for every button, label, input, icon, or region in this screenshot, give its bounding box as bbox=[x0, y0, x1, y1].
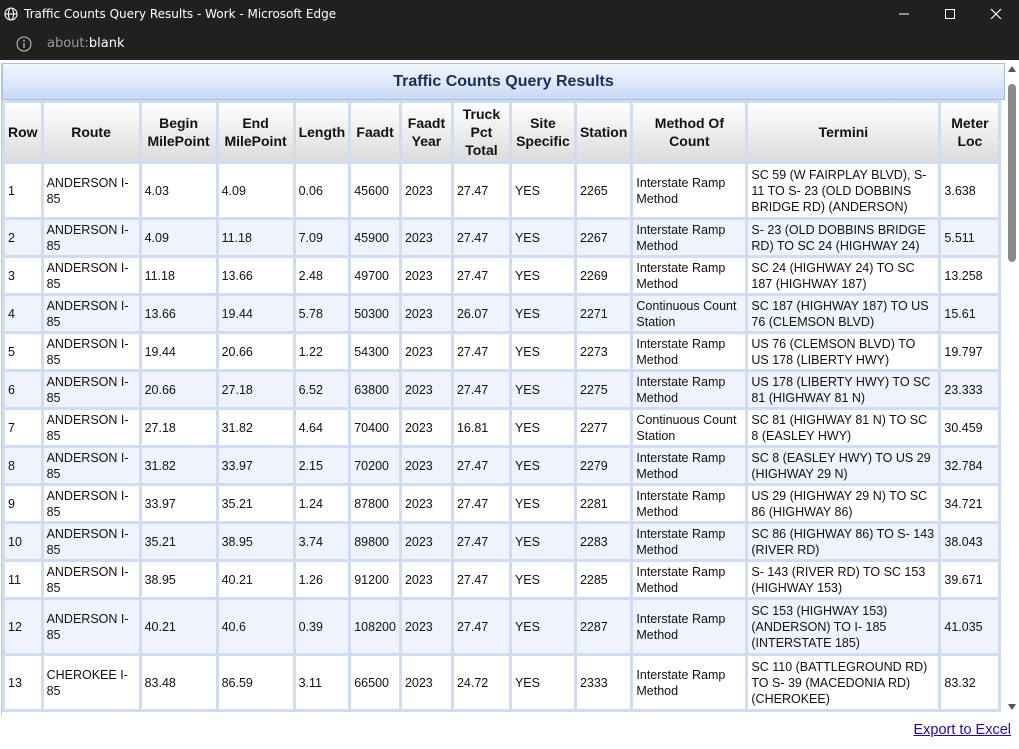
table-cell: 2279 bbox=[577, 448, 630, 483]
column-header: Method Of Count bbox=[633, 103, 745, 161]
table-cell: 40.6 bbox=[219, 600, 293, 653]
table-row[interactable] bbox=[5, 164, 998, 217]
url-path: blank bbox=[88, 36, 125, 51]
table-cell: 27.18 bbox=[142, 410, 216, 445]
table-cell: US 76 (CLEMSON BLVD) TO US 178 (LIBERTY HWY) bbox=[748, 334, 938, 369]
table-cell: 26.07 bbox=[454, 296, 509, 331]
table-cell: ANDERSON I- 85 bbox=[44, 486, 139, 521]
minimize-icon[interactable] bbox=[881, 0, 927, 27]
table-cell: 7.09 bbox=[296, 220, 349, 255]
table-cell: 63800 bbox=[351, 372, 399, 407]
table-cell: 27.47 bbox=[454, 562, 509, 597]
table-cell: ANDERSON I- 85 bbox=[44, 334, 139, 369]
scroll-up-icon[interactable] bbox=[1008, 66, 1016, 72]
table-cell: Interstate Ramp Method bbox=[633, 258, 745, 293]
table-cell: Interstate Ramp Method bbox=[633, 562, 745, 597]
table-cell: 34.721 bbox=[941, 486, 998, 521]
table-cell: 2283 bbox=[577, 524, 630, 559]
table-cell: ANDERSON I- 85 bbox=[44, 600, 139, 653]
table-cell: YES bbox=[512, 600, 574, 653]
table-cell: 3.74 bbox=[296, 524, 349, 559]
table-cell: 2287 bbox=[577, 600, 630, 653]
table-cell: 27.47 bbox=[454, 448, 509, 483]
table-cell: 19.44 bbox=[219, 296, 293, 331]
table-cell: ANDERSON I- 85 bbox=[44, 448, 139, 483]
table-row[interactable] bbox=[5, 600, 998, 653]
table-cell: 87800 bbox=[351, 486, 399, 521]
table-cell: 30.459 bbox=[941, 410, 998, 445]
table-cell: 2.48 bbox=[296, 258, 349, 293]
table-cell: Interstate Ramp Method bbox=[633, 486, 745, 521]
table-cell: 4.03 bbox=[142, 164, 216, 217]
table-row[interactable] bbox=[5, 524, 998, 559]
table-cell: 35.21 bbox=[142, 524, 216, 559]
table-cell: Interstate Ramp Method bbox=[633, 600, 745, 653]
column-header: End MilePoint bbox=[219, 103, 293, 161]
table-row[interactable] bbox=[5, 656, 998, 709]
table-cell: 20.66 bbox=[142, 372, 216, 407]
table-cell: 2333 bbox=[577, 656, 630, 709]
table-cell: 11 bbox=[5, 562, 41, 597]
table-cell: 2023 bbox=[402, 410, 451, 445]
table-cell: 66500 bbox=[351, 656, 399, 709]
column-header: Faadt bbox=[351, 103, 399, 161]
table-cell: 6.52 bbox=[296, 372, 349, 407]
table-cell: 13.66 bbox=[219, 258, 293, 293]
table-cell: 2023 bbox=[402, 164, 451, 217]
table-cell: 54300 bbox=[351, 334, 399, 369]
scroll-down-icon[interactable] bbox=[1008, 704, 1016, 710]
table-cell: 27.47 bbox=[454, 220, 509, 255]
table-cell: 13.66 bbox=[142, 296, 216, 331]
table-cell: 2023 bbox=[402, 656, 451, 709]
table-row[interactable] bbox=[5, 486, 998, 521]
table-cell: 6 bbox=[5, 372, 41, 407]
table-cell: ANDERSON I- 85 bbox=[44, 220, 139, 255]
table-cell: 33.97 bbox=[142, 486, 216, 521]
column-header: Begin MilePoint bbox=[142, 103, 216, 161]
table-cell: 19.44 bbox=[142, 334, 216, 369]
table-cell: 1 bbox=[5, 164, 41, 217]
table-cell: Continuous Count Station bbox=[633, 296, 745, 331]
table-cell: 2271 bbox=[577, 296, 630, 331]
table-cell: 27.47 bbox=[454, 372, 509, 407]
table-cell: YES bbox=[512, 486, 574, 521]
table-cell: Continuous Count Station bbox=[633, 410, 745, 445]
scroll-thumb[interactable] bbox=[1008, 84, 1016, 262]
column-header: Row bbox=[5, 103, 41, 161]
table-cell: 27.18 bbox=[219, 372, 293, 407]
table-row[interactable] bbox=[5, 258, 998, 293]
column-header: Meter Loc bbox=[941, 103, 998, 161]
table-cell: SC 110 (BATTLEGROUND RD) TO S- 39 (MACEDONIA RD) (CHEROKEE) bbox=[748, 656, 938, 709]
table-cell: 108200 bbox=[351, 600, 399, 653]
table-cell: 2285 bbox=[577, 562, 630, 597]
table-cell: 3 bbox=[5, 258, 41, 293]
url-text[interactable] bbox=[47, 36, 125, 51]
table-cell: YES bbox=[512, 220, 574, 255]
table-cell: 11.18 bbox=[219, 220, 293, 255]
table-cell: 0.39 bbox=[296, 600, 349, 653]
table-cell: 2.15 bbox=[296, 448, 349, 483]
table-cell: 45900 bbox=[351, 220, 399, 255]
grid-caption: Traffic Counts Query Results bbox=[2, 63, 1005, 100]
table-cell: 2275 bbox=[577, 372, 630, 407]
table-cell: 2281 bbox=[577, 486, 630, 521]
table-cell: 13.258 bbox=[941, 258, 998, 293]
table-cell: 2273 bbox=[577, 334, 630, 369]
table-cell: 11.18 bbox=[142, 258, 216, 293]
table-cell: ANDERSON I- 85 bbox=[44, 296, 139, 331]
table-cell: 2023 bbox=[402, 296, 451, 331]
table-cell: 27.47 bbox=[454, 258, 509, 293]
table-cell: Interstate Ramp Method bbox=[633, 656, 745, 709]
table-cell: YES bbox=[512, 296, 574, 331]
table-cell: Interstate Ramp Method bbox=[633, 334, 745, 369]
table-cell: 4 bbox=[5, 296, 41, 331]
table-cell: 70200 bbox=[351, 448, 399, 483]
table-cell: 45600 bbox=[351, 164, 399, 217]
address-bar bbox=[0, 27, 1019, 60]
table-cell: 5 bbox=[5, 334, 41, 369]
table-cell: SC 81 (HIGHWAY 81 N) TO SC 8 (EASLEY HWY) bbox=[748, 410, 938, 445]
column-header: Faadt Year bbox=[402, 103, 451, 161]
export-to-excel-link[interactable]: Export to Excel bbox=[913, 722, 1011, 738]
table-cell: 27.47 bbox=[454, 164, 509, 217]
table-cell: 83.48 bbox=[142, 656, 216, 709]
table-cell: 50300 bbox=[351, 296, 399, 331]
table-cell: 83.32 bbox=[941, 656, 998, 709]
table-cell: ANDERSON I- 85 bbox=[44, 258, 139, 293]
table-cell: YES bbox=[512, 410, 574, 445]
table-cell: 27.47 bbox=[454, 524, 509, 559]
table-cell: 2023 bbox=[402, 258, 451, 293]
window-controls bbox=[881, 0, 1019, 27]
table-cell: 40.21 bbox=[219, 562, 293, 597]
table-cell: CHEROKEE I- 85 bbox=[44, 656, 139, 709]
table-cell: 27.47 bbox=[454, 486, 509, 521]
table-cell: 4.09 bbox=[142, 220, 216, 255]
table-cell: YES bbox=[512, 372, 574, 407]
table-cell: 13 bbox=[5, 656, 41, 709]
table-cell: 70400 bbox=[351, 410, 399, 445]
window-title: Traffic Counts Query Results - Work - Microsoft Edge bbox=[24, 6, 337, 21]
table-cell: SC 24 (HIGHWAY 24) TO SC 187 (HIGHWAY 187) bbox=[748, 258, 938, 293]
table-cell: 4.09 bbox=[219, 164, 293, 217]
title-bar bbox=[0, 0, 1019, 27]
table-cell: 15.61 bbox=[941, 296, 998, 331]
header-row bbox=[5, 103, 998, 161]
table-cell: 32.784 bbox=[941, 448, 998, 483]
table-cell: 2023 bbox=[402, 524, 451, 559]
table-cell: 38.95 bbox=[219, 524, 293, 559]
table-cell: SC 59 (W FAIRPLAY BLVD), S- 11 TO S- 23 (OLD DOBBINS BRIDGE RD) (ANDERSON) bbox=[748, 164, 938, 217]
column-header: Length bbox=[296, 103, 349, 161]
url-scheme: about: bbox=[47, 36, 89, 51]
table-cell: 10 bbox=[5, 524, 41, 559]
table-cell: US 29 (HIGHWAY 29 N) TO SC 86 (HIGHWAY 86) bbox=[748, 486, 938, 521]
table-cell: 0.06 bbox=[296, 164, 349, 217]
table-cell: SC 8 (EASLEY HWY) TO US 29 (HIGHWAY 29 N) bbox=[748, 448, 938, 483]
table-cell: 2023 bbox=[402, 486, 451, 521]
table-cell: YES bbox=[512, 656, 574, 709]
table-cell: 89800 bbox=[351, 524, 399, 559]
table-row[interactable] bbox=[5, 220, 998, 255]
table-cell: ANDERSON I- 85 bbox=[44, 372, 139, 407]
table-cell: Interstate Ramp Method bbox=[633, 448, 745, 483]
table-cell: Interstate Ramp Method bbox=[633, 372, 745, 407]
table-cell: ANDERSON I- 85 bbox=[44, 524, 139, 559]
column-header: Site Specific bbox=[512, 103, 574, 161]
table-cell: YES bbox=[512, 524, 574, 559]
close-icon[interactable] bbox=[973, 0, 1019, 27]
table-cell: ANDERSON I- 85 bbox=[44, 164, 139, 217]
table-cell: 27.47 bbox=[454, 334, 509, 369]
vertical-scrollbar[interactable] bbox=[1005, 60, 1019, 716]
table-cell: 86.59 bbox=[219, 656, 293, 709]
table-cell: 3.638 bbox=[941, 164, 998, 217]
table-cell: 2269 bbox=[577, 258, 630, 293]
table-cell: YES bbox=[512, 562, 574, 597]
table-cell: 5.78 bbox=[296, 296, 349, 331]
table-cell: 8 bbox=[5, 448, 41, 483]
table-cell: 33.97 bbox=[219, 448, 293, 483]
column-header: Termini bbox=[748, 103, 938, 161]
column-header: Station bbox=[577, 103, 630, 161]
table-cell: 91200 bbox=[351, 562, 399, 597]
table-cell: SC 86 (HIGHWAY 86) TO S- 143 (RIVER RD) bbox=[748, 524, 938, 559]
table-cell: US 178 (LIBERTY HWY) TO SC 81 (HIGHWAY 81 N) bbox=[748, 372, 938, 407]
table-cell: ANDERSON I- 85 bbox=[44, 562, 139, 597]
table-cell: 2 bbox=[5, 220, 41, 255]
table-cell: SC 187 (HIGHWAY 187) TO US 76 (CLEMSON BLVD) bbox=[748, 296, 938, 331]
column-header: Truck Pct Total bbox=[454, 103, 509, 161]
table-cell: 5.511 bbox=[941, 220, 998, 255]
table-cell: 2023 bbox=[402, 220, 451, 255]
table-cell: 12 bbox=[5, 600, 41, 653]
table-cell: SC 153 (HIGHWAY 153) (ANDERSON) TO I- 185 (INTERSTATE 185) bbox=[748, 600, 938, 653]
table-cell: 38.043 bbox=[941, 524, 998, 559]
table-cell: 2265 bbox=[577, 164, 630, 217]
table-cell: 7 bbox=[5, 410, 41, 445]
table-cell: 38.95 bbox=[142, 562, 216, 597]
table-cell: 1.26 bbox=[296, 562, 349, 597]
table-cell: 41.035 bbox=[941, 600, 998, 653]
table-cell: 2023 bbox=[402, 600, 451, 653]
table-row[interactable] bbox=[5, 296, 998, 331]
grid-body bbox=[5, 164, 998, 709]
globe-icon bbox=[3, 6, 19, 22]
table-cell: YES bbox=[512, 334, 574, 369]
table-cell: 24.72 bbox=[454, 656, 509, 709]
table-cell: 3.11 bbox=[296, 656, 349, 709]
table-cell: 9 bbox=[5, 486, 41, 521]
table-cell: 2267 bbox=[577, 220, 630, 255]
table-cell: 39.671 bbox=[941, 562, 998, 597]
table-cell: 2023 bbox=[402, 562, 451, 597]
table-cell: YES bbox=[512, 164, 574, 217]
table-cell: 2277 bbox=[577, 410, 630, 445]
maximize-icon[interactable] bbox=[927, 0, 973, 27]
table-cell: S- 23 (OLD DOBBINS BRIDGE RD) TO SC 24 (HIGHWAY 24) bbox=[748, 220, 938, 255]
table-cell: YES bbox=[512, 448, 574, 483]
table-cell: Interstate Ramp Method bbox=[633, 164, 745, 217]
table-row[interactable] bbox=[5, 448, 998, 483]
table-cell: Interstate Ramp Method bbox=[633, 220, 745, 255]
table-row[interactable] bbox=[5, 562, 998, 597]
table-cell: 16.81 bbox=[454, 410, 509, 445]
table-cell: 2023 bbox=[402, 334, 451, 369]
column-header: Route bbox=[44, 103, 139, 161]
table-cell: 27.47 bbox=[454, 600, 509, 653]
table-row[interactable] bbox=[5, 334, 998, 369]
table-cell: 4.64 bbox=[296, 410, 349, 445]
table-cell: 2023 bbox=[402, 372, 451, 407]
results-grid bbox=[1, 63, 1005, 716]
table-cell: S- 143 (RIVER RD) TO SC 153 (HIGHWAY 153) bbox=[748, 562, 938, 597]
table-cell: YES bbox=[512, 258, 574, 293]
table-cell: 23.333 bbox=[941, 372, 998, 407]
table-row[interactable] bbox=[5, 410, 998, 445]
table-cell: 35.21 bbox=[219, 486, 293, 521]
table-cell: 31.82 bbox=[219, 410, 293, 445]
info-icon[interactable] bbox=[16, 36, 32, 52]
table-cell: 1.22 bbox=[296, 334, 349, 369]
table-cell: 20.66 bbox=[219, 334, 293, 369]
table-cell: 19.797 bbox=[941, 334, 998, 369]
page-content bbox=[0, 60, 1019, 749]
table-cell: 49700 bbox=[351, 258, 399, 293]
table-cell: Interstate Ramp Method bbox=[633, 524, 745, 559]
table-row[interactable] bbox=[5, 372, 998, 407]
table-cell: 1.24 bbox=[296, 486, 349, 521]
results-table bbox=[2, 100, 1001, 712]
table-cell: ANDERSON I- 85 bbox=[44, 410, 139, 445]
table-cell: 31.82 bbox=[142, 448, 216, 483]
table-cell: 40.21 bbox=[142, 600, 216, 653]
table-cell: 2023 bbox=[402, 448, 451, 483]
footer bbox=[0, 716, 1019, 749]
